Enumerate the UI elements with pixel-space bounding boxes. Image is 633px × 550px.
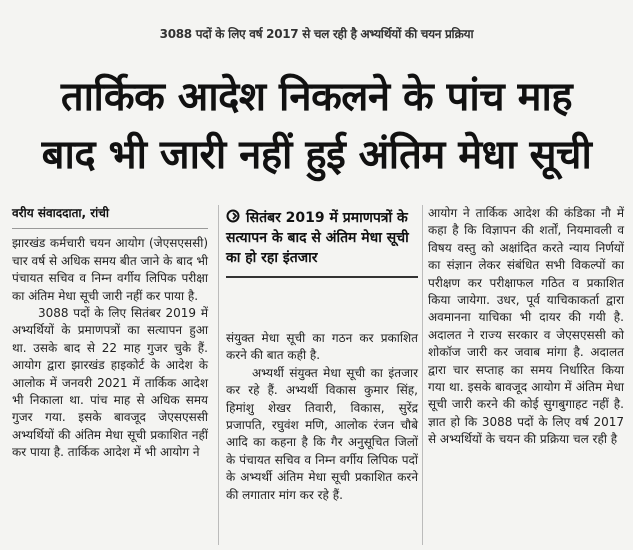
column-2 [226,330,418,504]
arrow-icon [226,209,240,223]
column-2-paragraph-1: संयुक्त मेधा सूची का गठन कर प्रकाशित करने की बात कही है. [226,331,418,363]
highlight-box [226,208,418,278]
column-2-paragraph-2: अभ्यर्थी संयुक्त मेधा सूची का इंतजार कर रहे हैं. अभ्यर्थी विकास कुमार सिंह, हिमांशु शेखर तिवारी, विकास, सुरेंद्र प्रजापति, रघुवंश मणि, आलोक रंजन चौबे आदि का कहना है कि गैर अनुसूचित जिलों के पंचायत सचिव व निम्न वर्गीय लिपिक पदों के अभ्यर्थी अंतिम मेधा सूची प्रकाशित करने की लगातार मांग कर रहे हैं. [226,365,418,502]
column-divider-2 [422,205,423,545]
headline-line-2: बाद भी जारी नहीं हुई अंतिम मेधा सूची [41,132,592,178]
headline-line-1: तार्किक आदेश निकलने के पांच माह [60,74,573,120]
kicker-headline: 3088 पदों के लिए वर्ष 2017 से चल रही है अभ्यर्थियों की चयन प्रक्रिया [159,26,474,41]
column-1-paragraph-2: 3088 पदों के लिए सितंबर 2019 में अभ्यर्थियों के प्रमाणपत्रों का सत्यापन हुआ था. उसके बाद से 22 माह गुजर चुके हैं. आयोग द्वारा झारखंड हाइकोर्ट के आदेश के आलोक में जनवरी 2021 में तार्किक आदेश भी निकाला था. पांच माह से अधिक समय गुजर गया. इसके बावजूद जेएसएससी अभ्यर्थियों की अंतिम मेधा सूची प्रकाशित नहीं कर पाया है. तार्किक आदेश में भी आयोग ने [12,306,208,460]
column-3-paragraph-1: आयोग ने तार्किक आदेश की कंडिका नौ में कहा है कि विज्ञापन की शर्तों, नियमावली व विषय वस्तु को अक्षांदित करते न्याय निर्णयों का संज्ञान लेकर संबंधित सभी विकल्पों का परीक्षण कर परीक्षाफल गठित व प्रकाशित किया जायेगा. उधर, पूर्व याचिकाकर्ता द्वारा अवमानना याचिका भी दायर की गयी है. अदालत ने राज्य सरकार व जेएसएससी को शोकॉज जारी कर जवाब मांगा है. अदालत द्वारा चार सप्ताह का समय निर्धारित किया गया था. इसके बावजूद आयोग में अंतिम मेधा सूची जारी करने की कोई सुगबुगाहट नहीं है. ज्ञात हो कि 3088 पदों के लिए वर्ष 2017 से अभ्यर्थियों के चयन की प्रक्रिया चल रही है [428,206,624,447]
column-1 [12,205,208,462]
column-1-paragraph-1: झारखंड कर्मचारी चयन आयोग (जेएसएससी) चार वर्ष से अधिक समय बीत जाने के बाद भी पंचायत सचिव व निम्न वर्गीय लिपिक परीक्षा का अंतिम मेधा सूची जारी नहीं कर पाया है. [12,236,208,303]
highlight-text: सितंबर 2019 में प्रमाणपत्रों के सत्यापन के बाद से अंतिम मेधा सूची का हो रहा इंतजार [226,210,409,266]
column-3 [428,205,624,449]
main-headline [14,68,619,184]
byline: वरीय संवाददाता, रांची [12,205,208,229]
column-divider-1 [218,205,219,545]
